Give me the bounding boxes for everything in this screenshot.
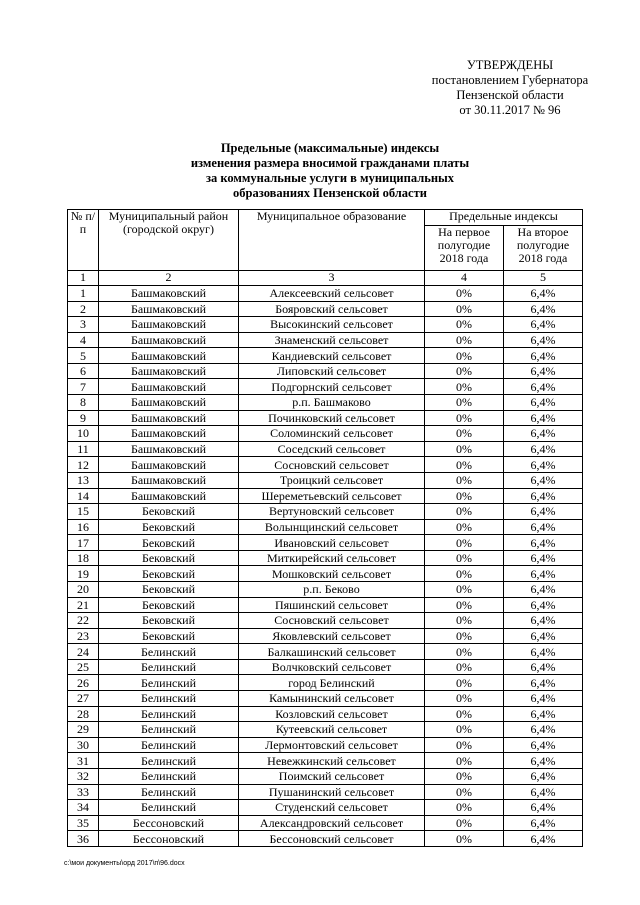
district-cell: Белинский	[99, 691, 239, 707]
second-half-index: 6,4%	[504, 395, 583, 411]
first-half-index: 0%	[425, 566, 504, 582]
district-cell: Башмаковский	[99, 286, 239, 302]
row-number: 32	[68, 768, 99, 784]
first-half-index: 0%	[425, 753, 504, 769]
table-row	[68, 504, 583, 520]
municipality-cell: Шереметьевский сельсовет	[239, 488, 425, 504]
table-row	[68, 363, 583, 379]
row-number: 14	[68, 488, 99, 504]
table-row	[68, 550, 583, 566]
table-row	[68, 659, 583, 675]
row-number: 30	[68, 737, 99, 753]
table-row	[68, 597, 583, 613]
district-cell: Бековский	[99, 519, 239, 535]
municipality-cell: Кутеевский сельсовет	[239, 722, 425, 738]
second-half-index: 6,4%	[504, 363, 583, 379]
table-row	[68, 488, 583, 504]
approval-block	[400, 58, 620, 118]
first-half-index: 0%	[425, 395, 504, 411]
col-number-4: 4	[425, 271, 504, 286]
first-half-index: 0%	[425, 800, 504, 816]
district-cell: Бековский	[99, 628, 239, 644]
table-row	[68, 737, 583, 753]
district-cell: Бессоновский	[99, 831, 239, 847]
table-row	[68, 379, 583, 395]
first-half-index: 0%	[425, 363, 504, 379]
district-cell: Белинский	[99, 784, 239, 800]
municipality-cell: Знаменский сельсовет	[239, 332, 425, 348]
header-num: № п/п	[68, 210, 99, 271]
row-number: 31	[68, 753, 99, 769]
column-numbers-row	[68, 271, 583, 286]
row-number: 4	[68, 332, 99, 348]
district-cell: Башмаковский	[99, 472, 239, 488]
district-cell: Башмаковский	[99, 441, 239, 457]
first-half-index: 0%	[425, 613, 504, 629]
municipality-cell: Яковлевский сельсовет	[239, 628, 425, 644]
municipality-cell: Соседский сельсовет	[239, 441, 425, 457]
second-half-index: 6,4%	[504, 753, 583, 769]
district-cell: Башмаковский	[99, 332, 239, 348]
second-half-index: 6,4%	[504, 488, 583, 504]
first-half-index: 0%	[425, 550, 504, 566]
district-cell: Белинский	[99, 675, 239, 691]
header-second-half: На второе полугодие 2018 года	[504, 226, 583, 271]
district-cell: Белинский	[99, 737, 239, 753]
first-half-index: 0%	[425, 441, 504, 457]
district-cell: Белинский	[99, 800, 239, 816]
row-number: 9	[68, 410, 99, 426]
municipality-cell: Балкашинский сельсовет	[239, 644, 425, 660]
second-half-index: 6,4%	[504, 379, 583, 395]
title-line-2: изменения размера вносимой гражданами платы	[190, 156, 470, 170]
second-half-index: 6,4%	[504, 613, 583, 629]
municipality-cell: р.п. Беково	[239, 581, 425, 597]
row-number: 3	[68, 317, 99, 333]
row-number: 12	[68, 457, 99, 473]
municipality-cell: Поимский сельсовет	[239, 768, 425, 784]
row-number: 34	[68, 800, 99, 816]
second-half-index: 6,4%	[504, 348, 583, 364]
district-cell: Белинский	[99, 722, 239, 738]
municipality-cell: Сосновский сельсовет	[239, 457, 425, 473]
table-row	[68, 784, 583, 800]
second-half-index: 6,4%	[504, 472, 583, 488]
indices-table	[67, 209, 583, 847]
row-number: 26	[68, 675, 99, 691]
district-cell: Башмаковский	[99, 348, 239, 364]
table-row	[68, 815, 583, 831]
first-half-index: 0%	[425, 332, 504, 348]
first-half-index: 0%	[425, 722, 504, 738]
row-number: 11	[68, 441, 99, 457]
first-half-index: 0%	[425, 519, 504, 535]
district-cell: Бековский	[99, 535, 239, 551]
first-half-index: 0%	[425, 581, 504, 597]
row-number: 21	[68, 597, 99, 613]
second-half-index: 6,4%	[504, 597, 583, 613]
table-row	[68, 472, 583, 488]
municipality-cell: Невежкинский сельсовет	[239, 753, 425, 769]
first-half-index: 0%	[425, 659, 504, 675]
first-half-index: 0%	[425, 457, 504, 473]
row-number: 6	[68, 363, 99, 379]
first-half-index: 0%	[425, 675, 504, 691]
municipality-cell: Камынинский сельсовет	[239, 691, 425, 707]
municipality-cell: Волынщинский сельсовет	[239, 519, 425, 535]
municipality-cell: Подгорнский сельсовет	[239, 379, 425, 395]
first-half-index: 0%	[425, 628, 504, 644]
second-half-index: 6,4%	[504, 317, 583, 333]
second-half-index: 6,4%	[504, 504, 583, 520]
municipality-cell: Соломинский сельсовет	[239, 426, 425, 442]
first-half-index: 0%	[425, 472, 504, 488]
table-row	[68, 535, 583, 551]
header-district: Муниципальный район (городской округ)	[99, 210, 239, 271]
table-row	[68, 286, 583, 302]
municipality-cell: Починковский сельсовет	[239, 410, 425, 426]
district-cell: Башмаковский	[99, 301, 239, 317]
col-number-2: 2	[99, 271, 239, 286]
municipality-cell: Лермонтовский сельсовет	[239, 737, 425, 753]
header-indices: Предельные индексы	[425, 210, 583, 226]
second-half-index: 6,4%	[504, 441, 583, 457]
row-number: 35	[68, 815, 99, 831]
municipality-cell: Высокинский сельсовет	[239, 317, 425, 333]
table-row	[68, 457, 583, 473]
table-row	[68, 301, 583, 317]
second-half-index: 6,4%	[504, 581, 583, 597]
first-half-index: 0%	[425, 644, 504, 660]
approval-line-4: от 30.11.2017 № 96	[459, 103, 561, 117]
table-row	[68, 332, 583, 348]
municipality-cell: Бояровский сельсовет	[239, 301, 425, 317]
row-number: 2	[68, 301, 99, 317]
district-cell: Башмаковский	[99, 488, 239, 504]
second-half-index: 6,4%	[504, 737, 583, 753]
title-line-3: за коммунальные услуги в муниципальных	[205, 171, 455, 185]
col-number-3: 3	[239, 271, 425, 286]
municipality-cell: Кандиевский сельсовет	[239, 348, 425, 364]
district-cell: Бековский	[99, 597, 239, 613]
municipality-cell: Липовский сельсовет	[239, 363, 425, 379]
district-cell: Бековский	[99, 550, 239, 566]
municipality-cell: Сосновский сельсовет	[239, 613, 425, 629]
second-half-index: 6,4%	[504, 535, 583, 551]
row-number: 15	[68, 504, 99, 520]
row-number: 7	[68, 379, 99, 395]
table-row	[68, 395, 583, 411]
table-row	[68, 753, 583, 769]
district-cell: Белинский	[99, 659, 239, 675]
second-half-index: 6,4%	[504, 550, 583, 566]
second-half-index: 6,4%	[504, 301, 583, 317]
municipality-cell: Ивановский сельсовет	[239, 535, 425, 551]
row-number: 10	[68, 426, 99, 442]
municipality-cell: Пяшинский сельсовет	[239, 597, 425, 613]
first-half-index: 0%	[425, 831, 504, 847]
row-number: 20	[68, 581, 99, 597]
row-number: 5	[68, 348, 99, 364]
second-half-index: 6,4%	[504, 722, 583, 738]
second-half-index: 6,4%	[504, 691, 583, 707]
second-half-index: 6,4%	[504, 566, 583, 582]
second-half-index: 6,4%	[504, 768, 583, 784]
table-row	[68, 675, 583, 691]
second-half-index: 6,4%	[504, 628, 583, 644]
municipality-cell: Алексеевский сельсовет	[239, 286, 425, 302]
approval-line-3: Пензенской области	[456, 88, 564, 102]
col-number-5: 5	[504, 271, 583, 286]
second-half-index: 6,4%	[504, 800, 583, 816]
municipality-cell: Волчковский сельсовет	[239, 659, 425, 675]
table-row	[68, 426, 583, 442]
second-half-index: 6,4%	[504, 644, 583, 660]
second-half-index: 6,4%	[504, 784, 583, 800]
municipality-cell: Вертуновский сельсовет	[239, 504, 425, 520]
table-row	[68, 613, 583, 629]
first-half-index: 0%	[425, 379, 504, 395]
district-cell: Бековский	[99, 581, 239, 597]
district-cell: Башмаковский	[99, 395, 239, 411]
first-half-index: 0%	[425, 301, 504, 317]
first-half-index: 0%	[425, 317, 504, 333]
first-half-index: 0%	[425, 286, 504, 302]
row-number: 33	[68, 784, 99, 800]
municipality-cell: город Белинский	[239, 675, 425, 691]
district-cell: Бековский	[99, 566, 239, 582]
first-half-index: 0%	[425, 815, 504, 831]
municipality-cell: Мошковский сельсовет	[239, 566, 425, 582]
row-number: 23	[68, 628, 99, 644]
row-number: 25	[68, 659, 99, 675]
table-row	[68, 800, 583, 816]
second-half-index: 6,4%	[504, 815, 583, 831]
first-half-index: 0%	[425, 488, 504, 504]
district-cell: Башмаковский	[99, 363, 239, 379]
row-number: 19	[68, 566, 99, 582]
header-municipality: Муниципальное образование	[239, 210, 425, 271]
municipality-cell: Бессоновский сельсовет	[239, 831, 425, 847]
row-number: 16	[68, 519, 99, 535]
table-row	[68, 706, 583, 722]
first-half-index: 0%	[425, 504, 504, 520]
district-cell: Башмаковский	[99, 457, 239, 473]
district-cell: Бессоновский	[99, 815, 239, 831]
file-path-footer: c:\мои документы\орд 2017\п\96.docx	[64, 860, 185, 867]
table-row	[68, 691, 583, 707]
table-row	[68, 628, 583, 644]
second-half-index: 6,4%	[504, 659, 583, 675]
row-number: 36	[68, 831, 99, 847]
district-cell: Башмаковский	[99, 410, 239, 426]
table-row	[68, 722, 583, 738]
table-row	[68, 410, 583, 426]
row-number: 28	[68, 706, 99, 722]
first-half-index: 0%	[425, 348, 504, 364]
second-half-index: 6,4%	[504, 332, 583, 348]
row-number: 8	[68, 395, 99, 411]
municipality-cell: Миткирейский сельсовет	[239, 550, 425, 566]
first-half-index: 0%	[425, 706, 504, 722]
first-half-index: 0%	[425, 691, 504, 707]
district-cell: Башмаковский	[99, 317, 239, 333]
first-half-index: 0%	[425, 784, 504, 800]
district-cell: Белинский	[99, 706, 239, 722]
table-row	[68, 441, 583, 457]
first-half-index: 0%	[425, 768, 504, 784]
first-half-index: 0%	[425, 410, 504, 426]
row-number: 29	[68, 722, 99, 738]
second-half-index: 6,4%	[504, 831, 583, 847]
table-row	[68, 831, 583, 847]
table-row	[68, 644, 583, 660]
table-row	[68, 317, 583, 333]
col-number-1: 1	[68, 271, 99, 286]
municipality-cell: Козловский сельсовет	[239, 706, 425, 722]
table-row	[68, 566, 583, 582]
second-half-index: 6,4%	[504, 519, 583, 535]
municipality-cell: Пушанинский сельсовет	[239, 784, 425, 800]
district-cell: Башмаковский	[99, 426, 239, 442]
table-row	[68, 348, 583, 364]
approval-line-1: УТВЕРЖДЕНЫ	[466, 58, 554, 72]
row-number: 18	[68, 550, 99, 566]
second-half-index: 6,4%	[504, 426, 583, 442]
approval-line-2: постановлением Губернатора	[431, 73, 589, 87]
district-cell: Бековский	[99, 504, 239, 520]
second-half-index: 6,4%	[504, 410, 583, 426]
title-line-1: Предельные (максимальные) индексы	[220, 141, 440, 155]
row-number: 24	[68, 644, 99, 660]
table-row	[68, 519, 583, 535]
municipality-cell: Студенский сельсовет	[239, 800, 425, 816]
district-cell: Белинский	[99, 768, 239, 784]
district-cell: Белинский	[99, 644, 239, 660]
title-line-4: образованиях Пензенской области	[233, 186, 427, 200]
municipality-cell: Троицкий сельсовет	[239, 472, 425, 488]
district-cell: Башмаковский	[99, 379, 239, 395]
row-number: 13	[68, 472, 99, 488]
first-half-index: 0%	[425, 535, 504, 551]
district-cell: Бековский	[99, 613, 239, 629]
first-half-index: 0%	[425, 597, 504, 613]
table-row	[68, 581, 583, 597]
municipality-cell: Александровский сельсовет	[239, 815, 425, 831]
table-row	[68, 768, 583, 784]
first-half-index: 0%	[425, 426, 504, 442]
second-half-index: 6,4%	[504, 706, 583, 722]
municipality-cell: р.п. Башмаково	[239, 395, 425, 411]
second-half-index: 6,4%	[504, 286, 583, 302]
district-cell: Белинский	[99, 753, 239, 769]
row-number: 22	[68, 613, 99, 629]
row-number: 1	[68, 286, 99, 302]
header-first-half: На первое полугодие 2018 года	[425, 226, 504, 271]
second-half-index: 6,4%	[504, 675, 583, 691]
row-number: 17	[68, 535, 99, 551]
row-number: 27	[68, 691, 99, 707]
document-title	[150, 141, 510, 201]
first-half-index: 0%	[425, 737, 504, 753]
second-half-index: 6,4%	[504, 457, 583, 473]
